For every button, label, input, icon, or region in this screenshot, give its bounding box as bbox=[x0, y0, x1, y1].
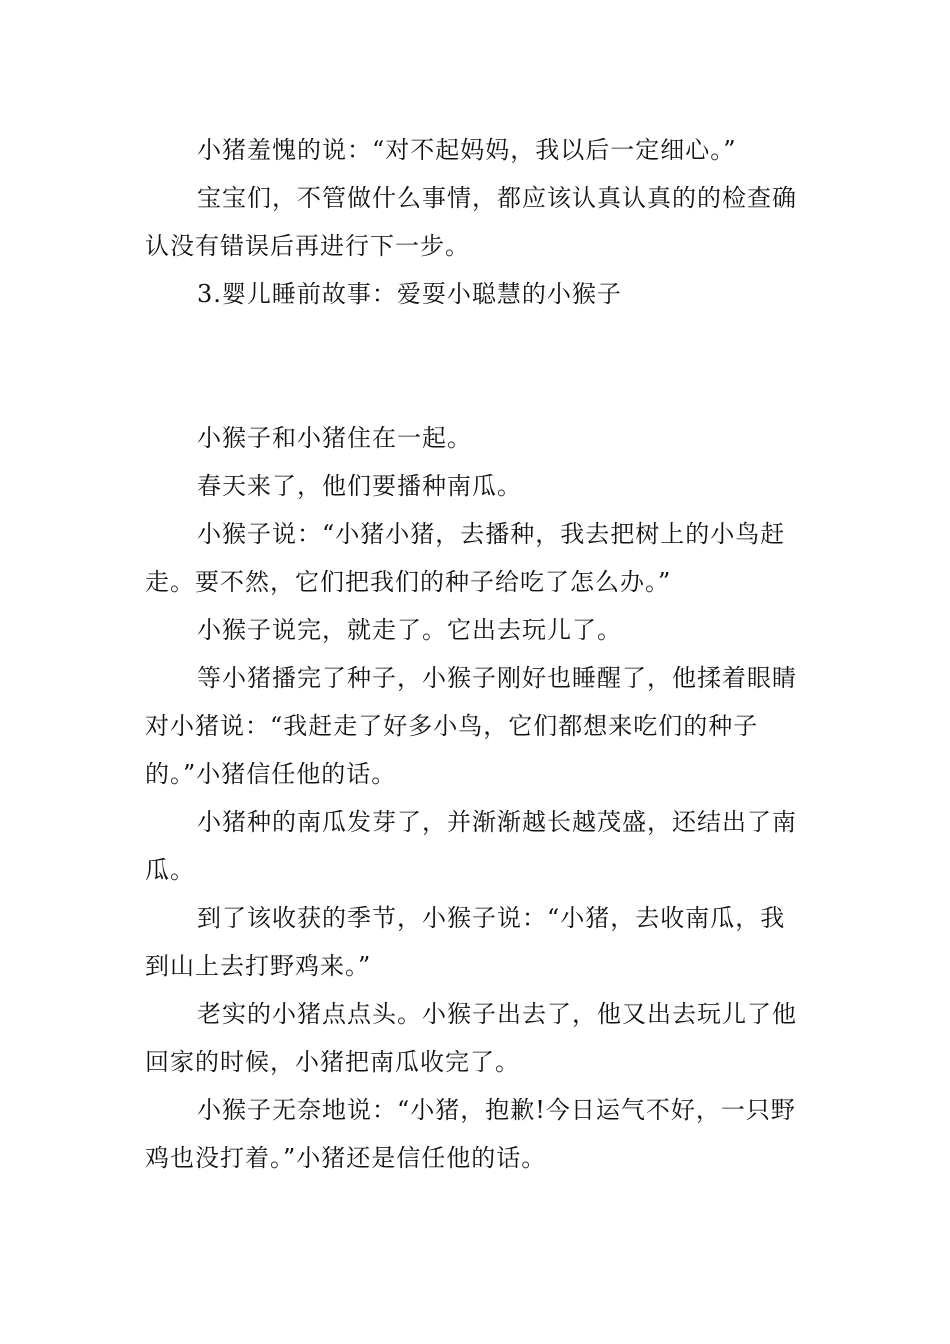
paragraph: 小猴子无奈地说：“小猪，抱歉!今日运气不好，一只野鸡也没打着。”小猪还是信任他的话。 bbox=[145, 1096, 796, 1172]
paragraph: 小猴子说：“小猪小猪，去播种，我去把树上的小鸟赶走。要不然，它们把我们的种子给吃了怎么办。” bbox=[145, 520, 786, 596]
story-heading: 3.婴儿睡前故事：爱耍小聪慧的小猴子 bbox=[197, 280, 622, 308]
paragraph: 到了该收获的季节，小猴子说：“小猪，去收南瓜，我到山上去打野鸡来。” bbox=[145, 904, 786, 980]
paragraph: 小猪种的南瓜发芽了，并渐渐越长越茂盛，还结出了南瓜。 bbox=[145, 808, 797, 884]
paragraph: 小猴子和小猪住在一起。 bbox=[197, 424, 472, 452]
paragraph: 等小猪播完了种子，小猴子刚好也睡醒了，他揉着眼睛对小猪说：“我赶走了好多小鸟，它们都想来吃们的种子的。”小猪信任他的话。 bbox=[145, 664, 797, 788]
paragraph: 老实的小猪点点头。小猴子出去了，他又出去玩儿了他回家的时候，小猪把南瓜收完了。 bbox=[145, 1000, 797, 1076]
paragraph-moral: 宝宝们，不管做什么事情，都应该认真认真的的检查确认没有错误后再进行下一步。 bbox=[145, 184, 797, 260]
paragraph: 小猴子说完，就走了。它出去玩儿了。 bbox=[197, 616, 622, 644]
section-gap bbox=[145, 318, 810, 414]
document-body bbox=[145, 126, 810, 1182]
paragraph-apology: 小猪羞愧的说：“对不起妈妈，我以后一定细心。” bbox=[197, 136, 737, 164]
paragraph: 春天来了，他们要播种南瓜。 bbox=[197, 472, 522, 500]
